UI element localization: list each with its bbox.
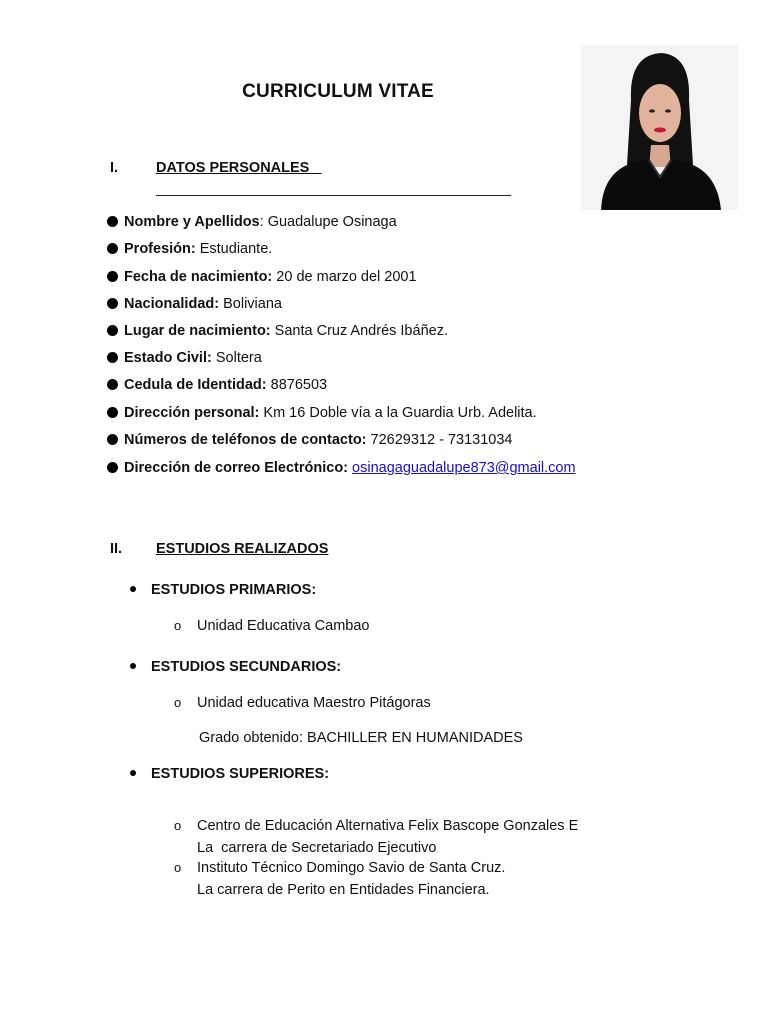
bullet-icon (107, 379, 118, 390)
personal-item-phones: Números de teléfonos de contacto: 72629312 - 73131034 (107, 431, 512, 449)
personal-item-id-number: Cedula de Identidad: 8876503 (107, 376, 327, 394)
bullet-icon (107, 243, 118, 254)
heading-primary-studies: ESTUDIOS PRIMARIOS: (130, 582, 316, 598)
higher-school-item-1: o Centro de Educación Alternativa Felix Bascope Gonzales E (174, 815, 578, 837)
bullet-icon (107, 216, 118, 227)
circle-bullet-icon: o (174, 860, 182, 875)
bullet-icon (107, 407, 118, 418)
secondary-degree: Grado obtenido: BACHILLER EN HUMANIDADES (199, 730, 523, 746)
section-number-1: I. (110, 160, 119, 176)
section-title-estudios-realizados: ESTUDIOS REALIZADOS (156, 541, 329, 557)
primary-school-item: o Unidad Educativa Cambao (174, 615, 370, 637)
bullet-icon (107, 325, 118, 336)
bullet-icon (107, 271, 118, 282)
bullet-icon (107, 462, 118, 473)
higher-career-2: La carrera de Perito en Entidades Financiera. (197, 882, 490, 898)
personal-item-birthplace: Lugar de nacimiento: Santa Cruz Andrés Ibáñez. (107, 322, 448, 340)
personal-item-address: Dirección personal: Km 16 Doble vía a la Guardia Urb. Adelita. (107, 404, 537, 422)
circle-bullet-icon: o (174, 695, 182, 710)
personal-item-birthdate: Fecha de nacimiento: 20 de marzo del 2001 (107, 268, 417, 286)
profile-photo (581, 45, 738, 210)
bullet-icon (107, 352, 118, 363)
bullet-icon (107, 434, 118, 445)
higher-career-1: La carrera de Secretariado Ejecutivo (197, 840, 437, 856)
bullet-icon (130, 663, 136, 669)
section-title-datos-personales: DATOS PERSONALES (156, 160, 322, 176)
email-link[interactable]: osinagaguadalupe873@gmail.com (352, 460, 576, 476)
personal-item-civil-status: Estado Civil: Soltera (107, 349, 262, 367)
heading-higher-studies: ESTUDIOS SUPERIORES: (130, 766, 329, 782)
section-divider (156, 195, 511, 196)
higher-school-item-2: o Instituto Técnico Domingo Savio de Santa Cruz. (174, 857, 505, 879)
heading-secondary-studies: ESTUDIOS SECUNDARIOS: (130, 659, 341, 675)
personal-item-nationality: Nacionalidad: Boliviana (107, 295, 282, 313)
personal-item-email: Dirección de correo Electrónico: osinagaguadalupe873@gmail.com (107, 459, 576, 477)
personal-item-profession: Profesión: Estudiante. (107, 240, 272, 258)
circle-bullet-icon: o (174, 618, 182, 633)
bullet-icon (107, 298, 118, 309)
document-title: CURRICULUM VITAE (242, 81, 434, 102)
bullet-icon (130, 586, 136, 592)
circle-bullet-icon: o (174, 818, 182, 833)
secondary-school-item: o Unidad educativa Maestro Pitágoras (174, 692, 431, 714)
bullet-icon (130, 770, 136, 776)
section-number-2: II. (110, 541, 123, 557)
personal-item-name: Nombre y Apellidos: Guadalupe Osinaga (107, 213, 397, 231)
